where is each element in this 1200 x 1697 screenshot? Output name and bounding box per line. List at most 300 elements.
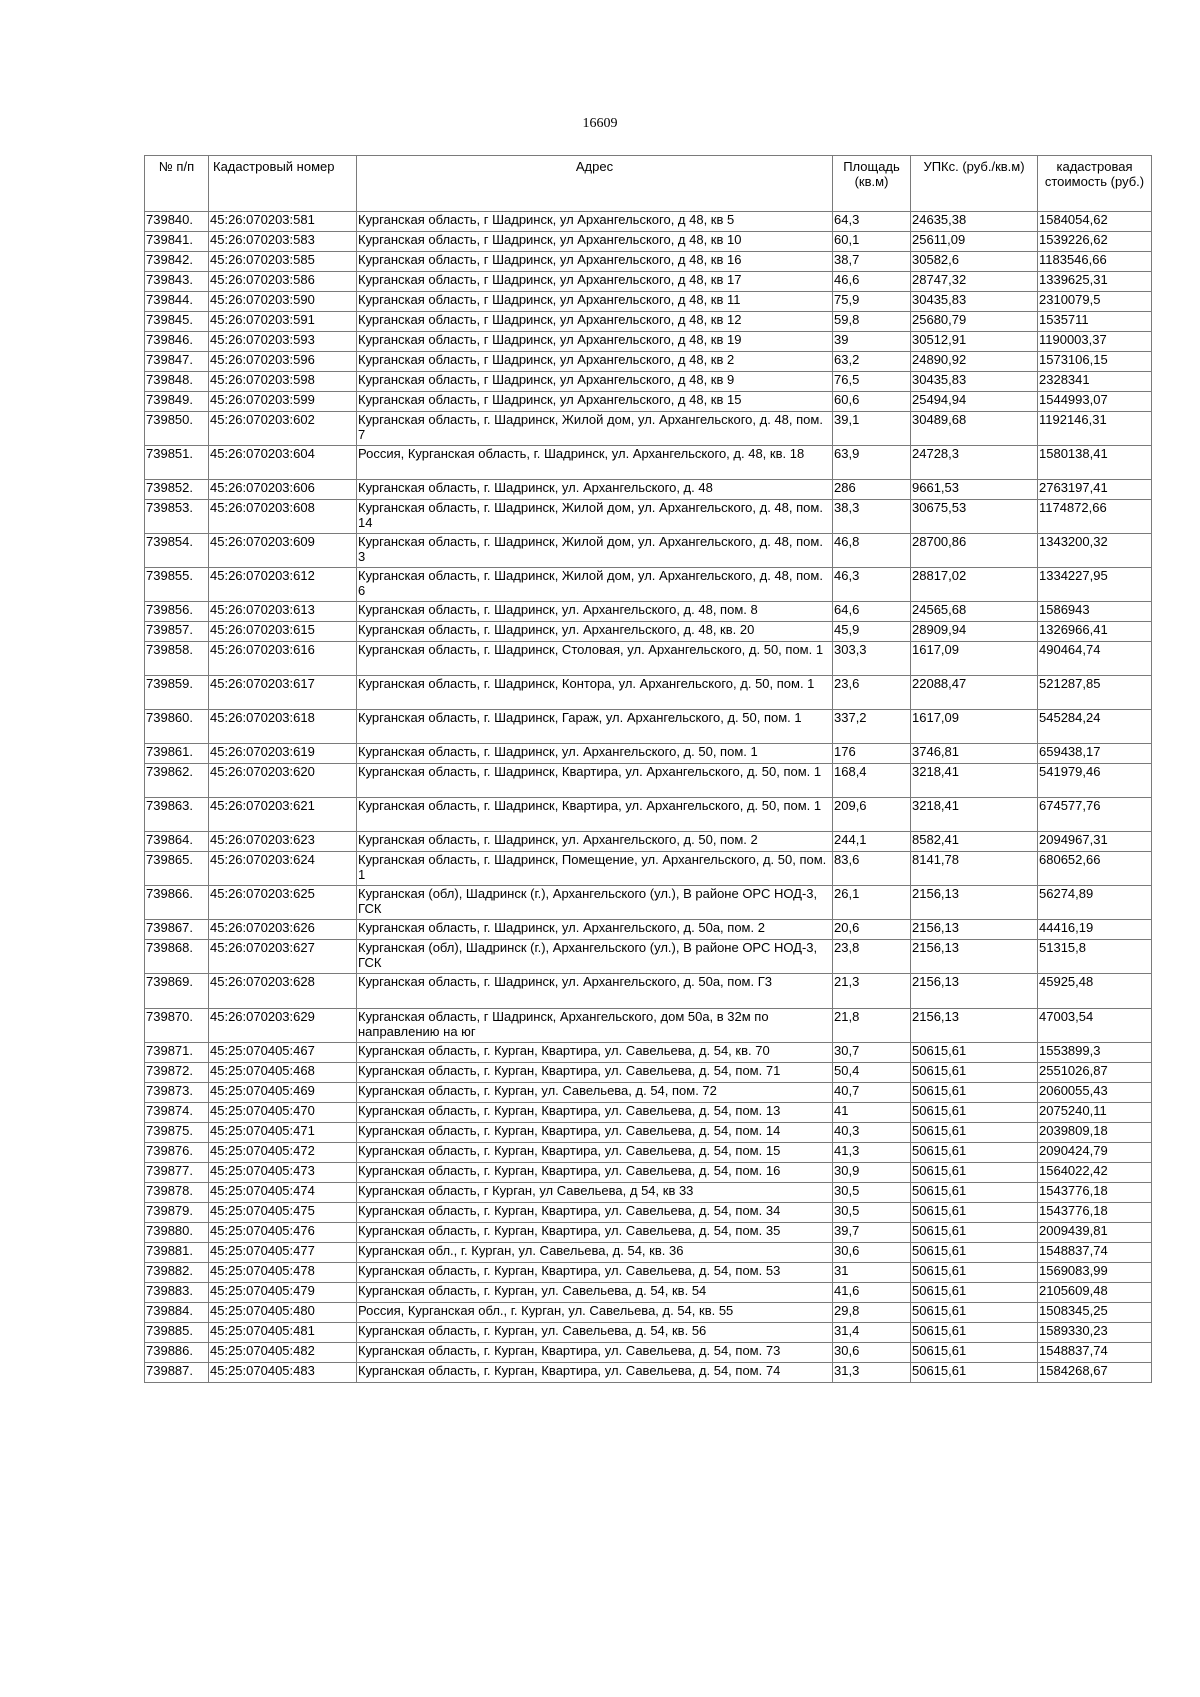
cell-cadastral-cost: 1544993,07: [1038, 392, 1152, 412]
cell-cadastral-number: 45:26:070203:608: [209, 500, 357, 534]
cell-cadastral-number: 45:26:070203:626: [209, 920, 357, 940]
cell-num: 739868.: [145, 940, 209, 974]
cell-num: 739845.: [145, 312, 209, 332]
cell-cadastral-number: 45:25:070405:472: [209, 1143, 357, 1163]
cell-cadastral-cost: 2090424,79: [1038, 1143, 1152, 1163]
cell-address: Курганская область, г. Шадринск, ул. Архангельского, д. 50, пом. 2: [357, 832, 833, 852]
cell-area: 60,6: [833, 392, 911, 412]
table-row: [145, 798, 1152, 832]
cell-cadastral-number: 45:26:070203:606: [209, 480, 357, 500]
cell-upks: 50615,61: [911, 1103, 1038, 1123]
cell-upks: 50615,61: [911, 1183, 1038, 1203]
table-row: [145, 412, 1152, 446]
table-row: [145, 1083, 1152, 1103]
cell-upks: 1617,09: [911, 642, 1038, 676]
table-row: [145, 1263, 1152, 1283]
cell-area: 83,6: [833, 852, 911, 886]
cell-num: 739886.: [145, 1343, 209, 1363]
cell-cadastral-cost: 56274,89: [1038, 886, 1152, 920]
cell-num: 739875.: [145, 1123, 209, 1143]
cell-num: 739857.: [145, 622, 209, 642]
cell-upks: 3746,81: [911, 744, 1038, 764]
cell-area: 23,6: [833, 676, 911, 710]
table-row: [145, 568, 1152, 602]
cell-address: Курганская область, г Шадринск, ул Архангельского, д 48, кв 15: [357, 392, 833, 412]
header-area: Площадь (кв.м): [833, 156, 911, 212]
cell-cadastral-number: 45:26:070203:612: [209, 568, 357, 602]
cell-upks: 28909,94: [911, 622, 1038, 642]
cell-upks: 30435,83: [911, 372, 1038, 392]
cell-num: 739884.: [145, 1303, 209, 1323]
table-row: [145, 1243, 1152, 1263]
cell-cadastral-cost: 545284,24: [1038, 710, 1152, 744]
cell-upks: 50615,61: [911, 1303, 1038, 1323]
cell-cadastral-cost: 1553899,3: [1038, 1043, 1152, 1063]
cell-address: Курганская область, г. Шадринск, ул. Архангельского, д. 48, пом. 8: [357, 602, 833, 622]
cell-cadastral-number: 45:25:070405:479: [209, 1283, 357, 1303]
table-row: [145, 974, 1152, 1009]
cell-area: 21,3: [833, 974, 911, 1009]
cell-cadastral-cost: 1543776,18: [1038, 1203, 1152, 1223]
table-row: [145, 940, 1152, 974]
cell-upks: 28817,02: [911, 568, 1038, 602]
table-row: [145, 1043, 1152, 1063]
cell-upks: 50615,61: [911, 1343, 1038, 1363]
cell-cadastral-number: 45:26:070203:615: [209, 622, 357, 642]
cell-cadastral-number: 45:26:070203:591: [209, 312, 357, 332]
cell-address: Курганская область, г. Шадринск, Гараж, ул. Архангельского, д. 50, пом. 1: [357, 710, 833, 744]
cell-cadastral-cost: 1183546,66: [1038, 252, 1152, 272]
cell-address: Курганская область, г. Курган, ул. Савельева, д. 54, пом. 72: [357, 1083, 833, 1103]
cell-cadastral-number: 45:25:070405:473: [209, 1163, 357, 1183]
cell-cadastral-cost: 1589330,23: [1038, 1323, 1152, 1343]
cell-cadastral-cost: 2094967,31: [1038, 832, 1152, 852]
cell-cadastral-number: 45:26:070203:604: [209, 446, 357, 480]
cell-upks: 24635,38: [911, 212, 1038, 232]
cell-cadastral-cost: 2060055,43: [1038, 1083, 1152, 1103]
table-row: [145, 392, 1152, 412]
cell-cadastral-number: 45:26:070203:602: [209, 412, 357, 446]
cell-num: 739847.: [145, 352, 209, 372]
cell-area: 59,8: [833, 312, 911, 332]
cell-address: Курганская область, г. Шадринск, Контора, ул. Архангельского, д. 50, пом. 1: [357, 676, 833, 710]
cell-cadastral-cost: 2009439,81: [1038, 1223, 1152, 1243]
cell-cadastral-number: 45:26:070203:583: [209, 232, 357, 252]
cell-address: Курганская область, г. Курган, Квартира, ул. Савельева, д. 54, кв. 70: [357, 1043, 833, 1063]
cell-cadastral-number: 45:26:070203:625: [209, 886, 357, 920]
cell-area: 64,6: [833, 602, 911, 622]
table-header-row: [145, 156, 1152, 212]
cell-area: 39,1: [833, 412, 911, 446]
table-row: [145, 352, 1152, 372]
cell-upks: 50615,61: [911, 1063, 1038, 1083]
cell-cadastral-cost: 490464,74: [1038, 642, 1152, 676]
cell-num: 739840.: [145, 212, 209, 232]
table-row: [145, 1343, 1152, 1363]
cell-area: 46,3: [833, 568, 911, 602]
cell-upks: 50615,61: [911, 1323, 1038, 1343]
cell-upks: 50615,61: [911, 1363, 1038, 1383]
cell-num: 739878.: [145, 1183, 209, 1203]
cell-cadastral-cost: 1548837,74: [1038, 1343, 1152, 1363]
cell-cadastral-number: 45:26:070203:616: [209, 642, 357, 676]
table-row: [145, 1203, 1152, 1223]
cell-cadastral-number: 45:26:070203:590: [209, 292, 357, 312]
cell-area: 75,9: [833, 292, 911, 312]
cell-cadastral-cost: 1584054,62: [1038, 212, 1152, 232]
cell-upks: 30675,53: [911, 500, 1038, 534]
cell-cadastral-number: 45:26:070203:618: [209, 710, 357, 744]
cell-upks: 25611,09: [911, 232, 1038, 252]
header-cadastral-cost: кадастровая стоимость (руб.): [1038, 156, 1152, 212]
table-row: [145, 372, 1152, 392]
cell-cadastral-cost: 2105609,48: [1038, 1283, 1152, 1303]
cell-address: Курганская область, г. Курган, Квартира, ул. Савельева, д. 54, пом. 71: [357, 1063, 833, 1083]
cell-num: 739872.: [145, 1063, 209, 1083]
cell-cadastral-number: 45:25:070405:469: [209, 1083, 357, 1103]
cell-upks: 50615,61: [911, 1203, 1038, 1223]
cell-address: Курганская область, г. Шадринск, ул. Архангельского, д. 48: [357, 480, 833, 500]
cell-address: Курганская область, г. Шадринск, ул. Архангельского, д. 48, кв. 20: [357, 622, 833, 642]
cell-upks: 50615,61: [911, 1163, 1038, 1183]
cell-cadastral-cost: 1573106,15: [1038, 352, 1152, 372]
cell-upks: 30489,68: [911, 412, 1038, 446]
cell-cadastral-number: 45:25:070405:478: [209, 1263, 357, 1283]
cell-cadastral-number: 45:26:070203:629: [209, 1009, 357, 1043]
cell-address: Курганская область, г Шадринск, ул Архангельского, д 48, кв 19: [357, 332, 833, 352]
cell-address: Курганская область, г. Шадринск, ул. Архангельского, д. 50а, пом. Г3: [357, 974, 833, 1009]
cell-area: 337,2: [833, 710, 911, 744]
table-row: [145, 920, 1152, 940]
table-row: [145, 1363, 1152, 1383]
cell-address: Курганская область, г. Шадринск, Квартира, ул. Архангельского, д. 50, пом. 1: [357, 764, 833, 798]
cell-upks: 2156,13: [911, 920, 1038, 940]
cell-area: 39: [833, 332, 911, 352]
cell-num: 739862.: [145, 764, 209, 798]
cell-upks: 2156,13: [911, 974, 1038, 1009]
cell-address: Курганская область, г Шадринск, ул Архангельского, д 48, кв 12: [357, 312, 833, 332]
table-row: [145, 1103, 1152, 1123]
table-row: [145, 1123, 1152, 1143]
cell-cadastral-cost: 2039809,18: [1038, 1123, 1152, 1143]
cell-address: Курганская область, г. Курган, Квартира, ул. Савельева, д. 54, пом. 73: [357, 1343, 833, 1363]
cell-address: Курганская область, г Шадринск, ул Архангельского, д 48, кв 2: [357, 352, 833, 372]
table-row: [145, 744, 1152, 764]
cell-address: Курганская область, г. Шадринск, Жилой дом, ул. Архангельского, д. 48, пом. 6: [357, 568, 833, 602]
cell-upks: 50615,61: [911, 1123, 1038, 1143]
cell-upks: 2156,13: [911, 940, 1038, 974]
cell-cadastral-cost: 1334227,95: [1038, 568, 1152, 602]
cell-area: 176: [833, 744, 911, 764]
cell-num: 739848.: [145, 372, 209, 392]
cell-cadastral-cost: 1548837,74: [1038, 1243, 1152, 1263]
table-row: [145, 1063, 1152, 1083]
table-row: [145, 500, 1152, 534]
cell-address: Курганская область, г Шадринск, ул Архангельского, д 48, кв 10: [357, 232, 833, 252]
cell-area: 41,3: [833, 1143, 911, 1163]
cell-area: 209,6: [833, 798, 911, 832]
cell-cadastral-cost: 1543776,18: [1038, 1183, 1152, 1203]
cell-num: 739858.: [145, 642, 209, 676]
cell-address: Курганская область, г. Шадринск, ул. Архангельского, д. 50, пом. 1: [357, 744, 833, 764]
cell-cadastral-number: 45:26:070203:627: [209, 940, 357, 974]
cell-area: 46,6: [833, 272, 911, 292]
cell-cadastral-cost: 1535711: [1038, 312, 1152, 332]
cell-area: 31,3: [833, 1363, 911, 1383]
cell-address: Россия, Курганская область, г. Шадринск, ул. Архангельского, д. 48, кв. 18: [357, 446, 833, 480]
header-cadastral-number: Кадастровый номер: [209, 156, 357, 212]
cell-address: Курганская область, г. Шадринск, Помещение, ул. Архангельского, д. 50, пом. 1: [357, 852, 833, 886]
cell-cadastral-number: 45:26:070203:598: [209, 372, 357, 392]
cell-area: 41: [833, 1103, 911, 1123]
cell-address: Курганская область, г Шадринск, ул Архангельского, д 48, кв 9: [357, 372, 833, 392]
cell-cadastral-number: 45:26:070203:613: [209, 602, 357, 622]
cell-cadastral-cost: 2328341: [1038, 372, 1152, 392]
cell-address: Курганская область, г. Курган, Квартира, ул. Савельева, д. 54, пом. 35: [357, 1223, 833, 1243]
cell-cadastral-number: 45:25:070405:474: [209, 1183, 357, 1203]
cell-address: Курганская область, г. Курган, ул. Савельева, д. 54, кв. 54: [357, 1283, 833, 1303]
cell-num: 739851.: [145, 446, 209, 480]
cell-address: Курганская область, г. Шадринск, Жилой дом, ул. Архангельского, д. 48, пом. 3: [357, 534, 833, 568]
cell-cadastral-number: 45:26:070203:624: [209, 852, 357, 886]
cell-num: 739874.: [145, 1103, 209, 1123]
cell-cadastral-cost: 1584268,67: [1038, 1363, 1152, 1383]
cell-cadastral-number: 45:25:070405:475: [209, 1203, 357, 1223]
cadastral-table: [144, 155, 1152, 1383]
cell-cadastral-number: 45:25:070405:481: [209, 1323, 357, 1343]
cell-upks: 50615,61: [911, 1043, 1038, 1063]
cell-cadastral-cost: 1339625,31: [1038, 272, 1152, 292]
cell-address: Курганская область, г Шадринск, ул Архангельского, д 48, кв 17: [357, 272, 833, 292]
cell-cadastral-cost: 47003,54: [1038, 1009, 1152, 1043]
cell-num: 739849.: [145, 392, 209, 412]
cell-upks: 8141,78: [911, 852, 1038, 886]
cell-cadastral-cost: 1343200,32: [1038, 534, 1152, 568]
cell-cadastral-number: 45:26:070203:619: [209, 744, 357, 764]
cell-area: 31: [833, 1263, 911, 1283]
cell-cadastral-cost: 1580138,41: [1038, 446, 1152, 480]
cell-cadastral-number: 45:26:070203:585: [209, 252, 357, 272]
table-row: [145, 1223, 1152, 1243]
cell-cadastral-number: 45:25:070405:480: [209, 1303, 357, 1323]
cell-area: 21,8: [833, 1009, 911, 1043]
cell-address: Курганская обл., г. Курган, ул. Савельева, д. 54, кв. 36: [357, 1243, 833, 1263]
cell-cadastral-number: 45:26:070203:596: [209, 352, 357, 372]
cell-num: 739844.: [145, 292, 209, 312]
table-row: [145, 642, 1152, 676]
cell-cadastral-cost: 659438,17: [1038, 744, 1152, 764]
cell-num: 739843.: [145, 272, 209, 292]
cell-area: 60,1: [833, 232, 911, 252]
cell-area: 40,3: [833, 1123, 911, 1143]
table-row: [145, 676, 1152, 710]
header-num: № п/п: [145, 156, 209, 212]
cell-area: 30,7: [833, 1043, 911, 1063]
cell-num: 739882.: [145, 1263, 209, 1283]
cell-address: Курганская область, г Шадринск, ул Архангельского, д 48, кв 16: [357, 252, 833, 272]
cell-num: 739871.: [145, 1043, 209, 1063]
cell-cadastral-cost: 2551026,87: [1038, 1063, 1152, 1083]
cell-address: Курганская (обл), Шадринск (г.), Архангельского (ул.), В районе ОРС НОД-3, ГСК: [357, 940, 833, 974]
cell-num: 739846.: [145, 332, 209, 352]
cell-cadastral-cost: 1174872,66: [1038, 500, 1152, 534]
cell-cadastral-cost: 680652,66: [1038, 852, 1152, 886]
cell-num: 739873.: [145, 1083, 209, 1103]
table-body: [145, 212, 1152, 1383]
table-row: [145, 1183, 1152, 1203]
cell-area: 30,9: [833, 1163, 911, 1183]
cell-num: 739864.: [145, 832, 209, 852]
cell-upks: 50615,61: [911, 1143, 1038, 1163]
table-row: [145, 332, 1152, 352]
table-row: [145, 1009, 1152, 1043]
cell-cadastral-number: 45:26:070203:617: [209, 676, 357, 710]
cell-address: Курганская область, г Шадринск, Архангельского, дом 50а, в 32м по направлению на юг: [357, 1009, 833, 1043]
table-row: [145, 622, 1152, 642]
cell-area: 38,7: [833, 252, 911, 272]
cell-area: 41,6: [833, 1283, 911, 1303]
cell-cadastral-cost: 541979,46: [1038, 764, 1152, 798]
cell-upks: 2156,13: [911, 886, 1038, 920]
cell-cadastral-cost: 521287,85: [1038, 676, 1152, 710]
cell-cadastral-cost: 1326966,41: [1038, 622, 1152, 642]
cell-area: 31,4: [833, 1323, 911, 1343]
cell-cadastral-number: 45:26:070203:581: [209, 212, 357, 232]
cell-area: 64,3: [833, 212, 911, 232]
cell-address: Курганская область, г. Курган, Квартира, ул. Савельева, д. 54, пом. 15: [357, 1143, 833, 1163]
cell-cadastral-number: 45:26:070203:621: [209, 798, 357, 832]
cell-cadastral-number: 45:26:070203:586: [209, 272, 357, 292]
cell-cadastral-number: 45:25:070405:468: [209, 1063, 357, 1083]
cell-num: 739881.: [145, 1243, 209, 1263]
cell-upks: 2156,13: [911, 1009, 1038, 1043]
cell-cadastral-number: 45:26:070203:609: [209, 534, 357, 568]
table-row: [145, 312, 1152, 332]
cell-num: 739861.: [145, 744, 209, 764]
cell-area: 30,5: [833, 1183, 911, 1203]
table-row: [145, 272, 1152, 292]
cell-cadastral-cost: 1190003,37: [1038, 332, 1152, 352]
cell-area: 30,6: [833, 1343, 911, 1363]
cell-cadastral-number: 45:25:070405:476: [209, 1223, 357, 1243]
table-row: [145, 480, 1152, 500]
cell-area: 29,8: [833, 1303, 911, 1323]
table-row: [145, 852, 1152, 886]
cell-upks: 24728,3: [911, 446, 1038, 480]
cell-num: 739860.: [145, 710, 209, 744]
cell-cadastral-cost: 2763197,41: [1038, 480, 1152, 500]
cell-upks: 24890,92: [911, 352, 1038, 372]
cell-area: 50,4: [833, 1063, 911, 1083]
cell-cadastral-number: 45:26:070203:593: [209, 332, 357, 352]
cell-address: Курганская область, г Курган, ул Савельева, д 54, кв 33: [357, 1183, 833, 1203]
cell-upks: 25680,79: [911, 312, 1038, 332]
cell-area: 286: [833, 480, 911, 500]
cell-address: Курганская область, г. Шадринск, Жилой дом, ул. Архангельского, д. 48, пом. 7: [357, 412, 833, 446]
cell-address: Курганская область, г. Курган, Квартира, ул. Савельева, д. 54, пом. 14: [357, 1123, 833, 1143]
cell-cadastral-cost: 1569083,99: [1038, 1263, 1152, 1283]
cell-upks: 30582,6: [911, 252, 1038, 272]
cell-cadastral-number: 45:25:070405:470: [209, 1103, 357, 1123]
table-row: [145, 534, 1152, 568]
cell-cadastral-cost: 51315,8: [1038, 940, 1152, 974]
cell-upks: 30512,91: [911, 332, 1038, 352]
cell-address: Курганская область, г. Курган, Квартира, ул. Савельева, д. 54, пом. 53: [357, 1263, 833, 1283]
cell-cadastral-cost: 1508345,25: [1038, 1303, 1152, 1323]
cell-num: 739887.: [145, 1363, 209, 1383]
cell-cadastral-number: 45:26:070203:623: [209, 832, 357, 852]
cell-cadastral-number: 45:25:070405:467: [209, 1043, 357, 1063]
cell-area: 39,7: [833, 1223, 911, 1243]
cell-num: 739850.: [145, 412, 209, 446]
table-row: [145, 764, 1152, 798]
cell-cadastral-cost: 2310079,5: [1038, 292, 1152, 312]
table-row: [145, 446, 1152, 480]
cell-num: 739867.: [145, 920, 209, 940]
cell-num: 739869.: [145, 974, 209, 1009]
cell-upks: 24565,68: [911, 602, 1038, 622]
cell-address: Курганская область, г Шадринск, ул Архангельского, д 48, кв 11: [357, 292, 833, 312]
cell-cadastral-cost: 2075240,11: [1038, 1103, 1152, 1123]
cell-address: Курганская область, г. Курган, Квартира, ул. Савельева, д. 54, пом. 13: [357, 1103, 833, 1123]
cell-upks: 22088,47: [911, 676, 1038, 710]
cell-area: 38,3: [833, 500, 911, 534]
table-row: [145, 232, 1152, 252]
cell-num: 739856.: [145, 602, 209, 622]
cell-cadastral-number: 45:26:070203:599: [209, 392, 357, 412]
table-row: [145, 886, 1152, 920]
table-row: [145, 710, 1152, 744]
cell-area: 20,6: [833, 920, 911, 940]
table-row: [145, 1303, 1152, 1323]
cell-num: 739852.: [145, 480, 209, 500]
cell-area: 76,5: [833, 372, 911, 392]
cell-area: 303,3: [833, 642, 911, 676]
cell-num: 739877.: [145, 1163, 209, 1183]
cell-upks: 50615,61: [911, 1083, 1038, 1103]
table-row: [145, 602, 1152, 622]
cell-upks: 28747,32: [911, 272, 1038, 292]
cell-upks: 9661,53: [911, 480, 1038, 500]
cell-area: 23,8: [833, 940, 911, 974]
cell-cadastral-number: 45:26:070203:628: [209, 974, 357, 1009]
cell-area: 63,2: [833, 352, 911, 372]
cell-area: 46,8: [833, 534, 911, 568]
table-row: [145, 212, 1152, 232]
cell-num: 739863.: [145, 798, 209, 832]
cell-num: 739865.: [145, 852, 209, 886]
cell-area: 30,5: [833, 1203, 911, 1223]
cell-num: 739876.: [145, 1143, 209, 1163]
cell-upks: 1617,09: [911, 710, 1038, 744]
cell-num: 739885.: [145, 1323, 209, 1343]
cell-upks: 50615,61: [911, 1223, 1038, 1243]
cell-upks: 28700,86: [911, 534, 1038, 568]
cell-num: 739883.: [145, 1283, 209, 1303]
cell-address: Курганская область, г. Шадринск, Квартира, ул. Архангельского, д. 50, пом. 1: [357, 798, 833, 832]
cell-upks: 25494,94: [911, 392, 1038, 412]
cell-cadastral-cost: 1192146,31: [1038, 412, 1152, 446]
cell-address: Курганская область, г. Шадринск, ул. Архангельского, д. 50а, пом. 2: [357, 920, 833, 940]
cell-address: Курганская область, г. Шадринск, Жилой дом, ул. Архангельского, д. 48, пом. 14: [357, 500, 833, 534]
cell-address: Курганская (обл), Шадринск (г.), Архангельского (ул.), В районе ОРС НОД-3, ГСК: [357, 886, 833, 920]
cell-num: 739879.: [145, 1203, 209, 1223]
cell-upks: 50615,61: [911, 1243, 1038, 1263]
cell-upks: 3218,41: [911, 798, 1038, 832]
cell-address: Курганская область, г. Курган, Квартира, ул. Савельева, д. 54, пом. 34: [357, 1203, 833, 1223]
cell-address: Россия, Курганская обл., г. Курган, ул. Савельева, д. 54, кв. 55: [357, 1303, 833, 1323]
table-row: [145, 832, 1152, 852]
